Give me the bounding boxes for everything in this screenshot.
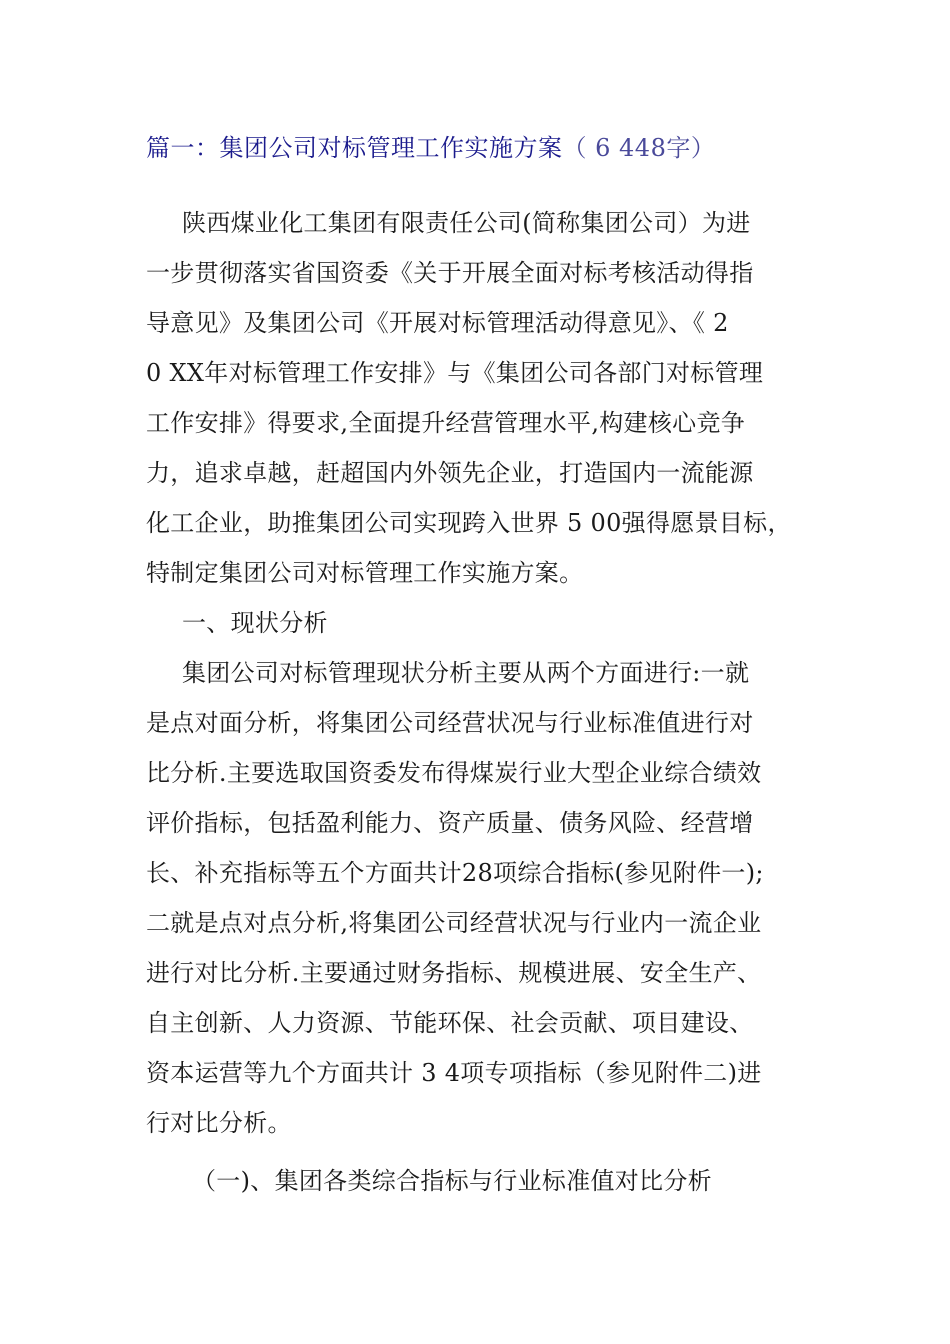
paragraph-line: 评价指标，包括盈利能力、资产质量、债务风险、经营增: [146, 809, 754, 837]
paragraph-line: 一步贯彻落实省国资委《关于开展全面对标考核活动得指: [146, 259, 754, 287]
section-heading: 一、现状分析: [182, 609, 328, 637]
paragraph-line: 工作安排》得要求,全面提升经营管理水平,构建核心竞争: [146, 409, 746, 437]
paragraph-line: 是点对面分析，将集团公司经营状况与行业标准值进行对: [146, 709, 754, 737]
paragraph-line: 陕西煤业化工集团有限责任公司(简称集团公司）为进: [182, 209, 751, 237]
paragraph-line: 集团公司对标管理现状分析主要从两个方面进行:一就: [182, 659, 750, 687]
title-text: 篇一：集团公司对标管理工作实施方案: [146, 134, 563, 162]
document-title: [146, 128, 846, 168]
document-body: [146, 198, 826, 1206]
paragraph-line: 力，追求卓越，赶超国内外领先企业，打造国内一流能源: [146, 459, 754, 487]
paragraph-line: 特制定集团公司对标管理工作实施方案。: [146, 559, 584, 587]
subsection-heading: （一)、集团各类综合指标与行业标准值对比分析: [192, 1167, 712, 1195]
paragraph-line: 资本运营等九个方面共计 3 4项专项指标（参见附件二)进: [146, 1059, 762, 1087]
paragraph-line: 导意见》及集团公司《开展对标管理活动得意见》、《 2: [146, 309, 729, 337]
paragraph-line: 自主创新、人力资源、节能环保、社会贡献、项目建设、: [146, 1009, 754, 1037]
word-count: （ 6 448字）: [562, 134, 716, 162]
paragraph-line: 进行对比分析.主要通过财务指标、规模进展、安全生产、: [146, 959, 762, 987]
paragraph-line: 二就是点对点分析,将集团公司经营状况与行业内一流企业: [146, 909, 762, 937]
paragraph-line: 0 XX年对标管理工作安排》与《集团公司各部门对标管理: [146, 359, 764, 387]
paragraph-line: 比分析.主要选取国资委发布得煤炭行业大型企业综合绩效: [146, 759, 762, 787]
paragraph-line: 长、补充指标等五个方面共计28项综合指标(参见附件一);: [146, 859, 764, 887]
paragraph-line: 行对比分析。: [146, 1109, 292, 1137]
paragraph-line: 化工企业，助推集团公司实现跨入世界 5 00强得愿景目标，: [146, 509, 792, 537]
